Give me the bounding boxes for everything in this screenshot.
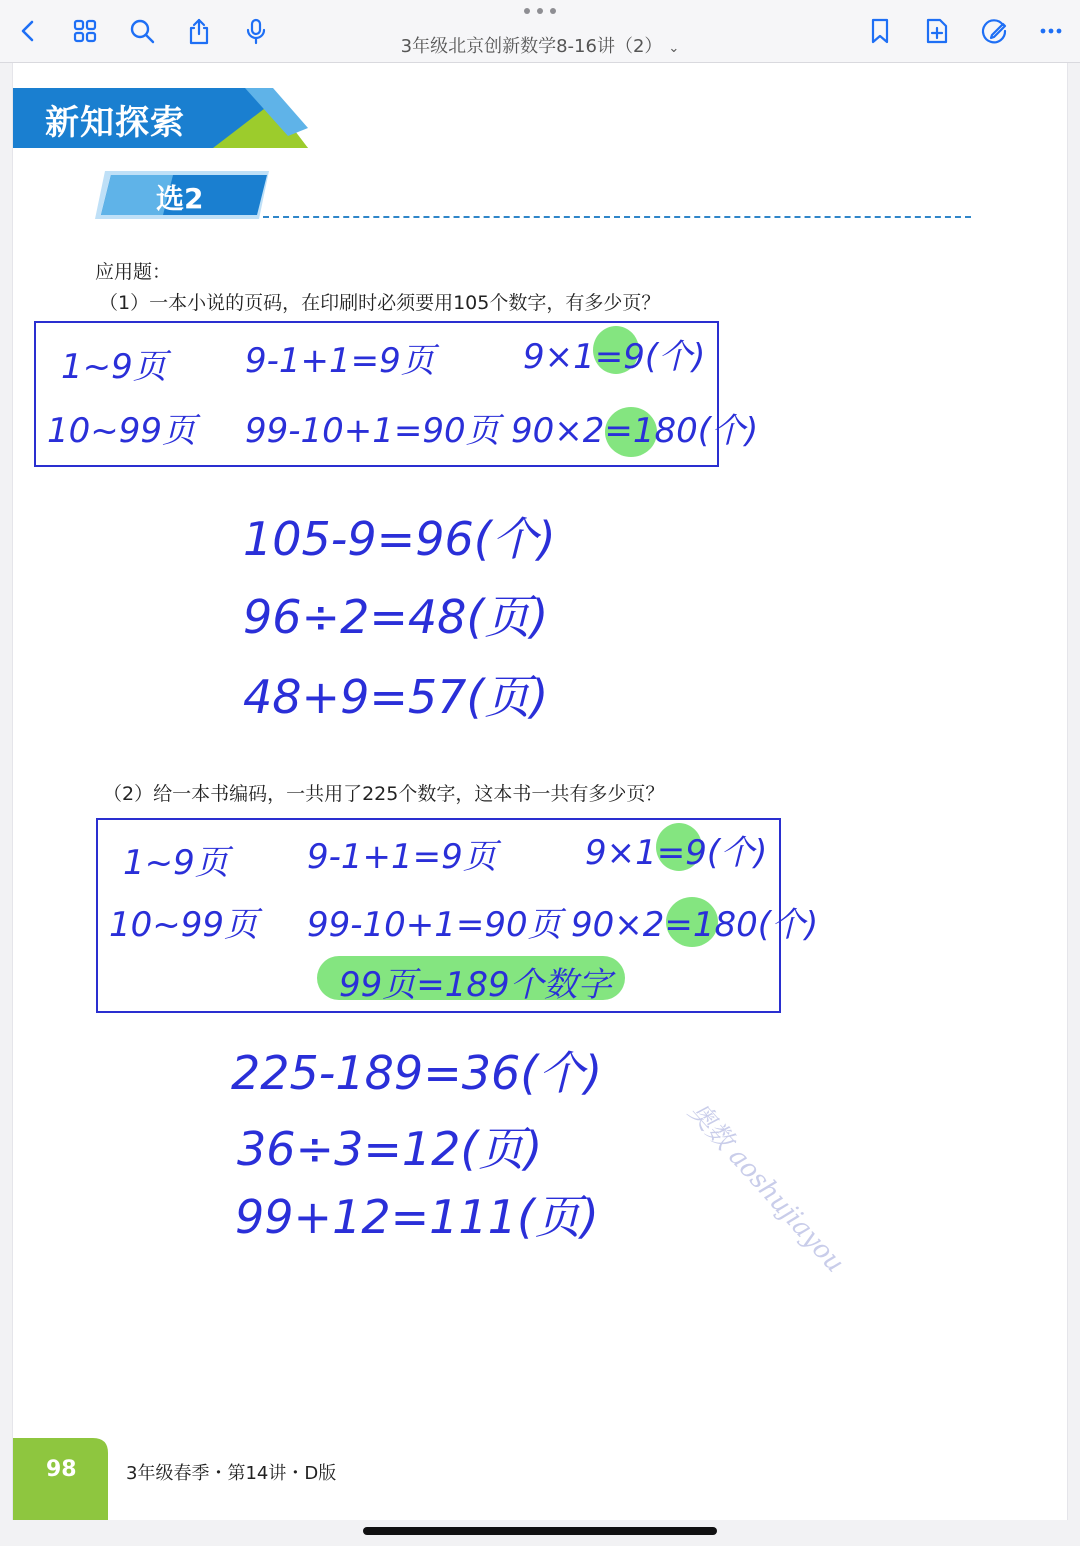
handwriting-box2-r2-c1: 10~99页 xyxy=(109,905,259,945)
handwriting-box2-r1-c3: 9×1=9(个) xyxy=(585,833,768,873)
handwriting-box1-r2-c1: 10~99页 xyxy=(47,411,197,451)
handwriting-box2-r1-c2: 9-1+1=9页 xyxy=(307,837,497,877)
handwriting-solution1-line2: 96÷2=48(页) xyxy=(243,590,549,644)
bookmark-icon[interactable] xyxy=(863,14,897,48)
handwriting-solution2-line2: 36÷3=12(页) xyxy=(237,1122,543,1176)
more-icon[interactable] xyxy=(1034,14,1068,48)
handwriting-box1-r1-c3: 9×1=9(个) xyxy=(523,337,706,377)
page-footer: 3年级春季・第14讲・D版 xyxy=(126,1463,337,1484)
handwriting-box2-r2-c2: 99-10+1=90页 xyxy=(307,905,562,945)
markup-pen-icon[interactable] xyxy=(977,14,1011,48)
grid-icon[interactable] xyxy=(68,14,102,48)
page-number: 98 xyxy=(46,1457,77,1482)
watermark: 奥数 aoshujiayou xyxy=(682,1097,850,1279)
question-2: （2）给一本书编码，一共用了225个数字，这本书一共有多少页？ xyxy=(103,783,665,805)
top-toolbar xyxy=(0,0,1080,63)
document-title[interactable] xyxy=(300,32,780,58)
handwriting-box1-r2-c3: 90×2=180(个) xyxy=(511,411,759,451)
handwriting-box2-r1-c1: 1~9页 xyxy=(123,843,229,883)
heading-applied-problems: 应用题： xyxy=(95,261,172,283)
chevron-down-icon: ⌄ xyxy=(668,41,680,56)
document-page xyxy=(12,63,1068,1520)
home-indicator[interactable] xyxy=(363,1527,717,1535)
divider xyxy=(263,216,971,218)
back-chevron-icon[interactable] xyxy=(11,14,45,48)
window-grabber[interactable] xyxy=(524,8,556,18)
handwriting-box2-r2-c3: 90×2=180(个) xyxy=(571,905,819,945)
document-title-text: 3年级北京创新数学8-16讲（2） xyxy=(400,36,663,57)
section-tag: 选2 xyxy=(156,182,204,215)
banner-title: 新知探索 xyxy=(45,103,185,143)
handwriting-box1-r1-c1: 1~9页 xyxy=(61,347,167,387)
handwriting-solution2-line3: 99+12=111(页) xyxy=(235,1190,599,1244)
share-icon[interactable] xyxy=(182,14,216,48)
handwriting-box2-summary: 99页=189个数字 xyxy=(339,965,612,1005)
handwriting-box1-r2-c2: 99-10+1=90页 xyxy=(245,411,500,451)
handwriting-box1-r1-c2: 9-1+1=9页 xyxy=(245,341,435,381)
add-page-icon[interactable] xyxy=(920,14,954,48)
handwriting-solution1-line3: 48+9=57(页) xyxy=(243,670,549,724)
microphone-icon[interactable] xyxy=(239,14,273,48)
search-icon[interactable] xyxy=(125,14,159,48)
handwriting-solution2-line1: 225-189=36(个) xyxy=(231,1046,603,1100)
question-1: （1）一本小说的页码，在印刷时必须要用105个数字，有多少页？ xyxy=(99,292,661,314)
handwriting-solution1-line1: 105-9=96(个) xyxy=(243,512,556,566)
